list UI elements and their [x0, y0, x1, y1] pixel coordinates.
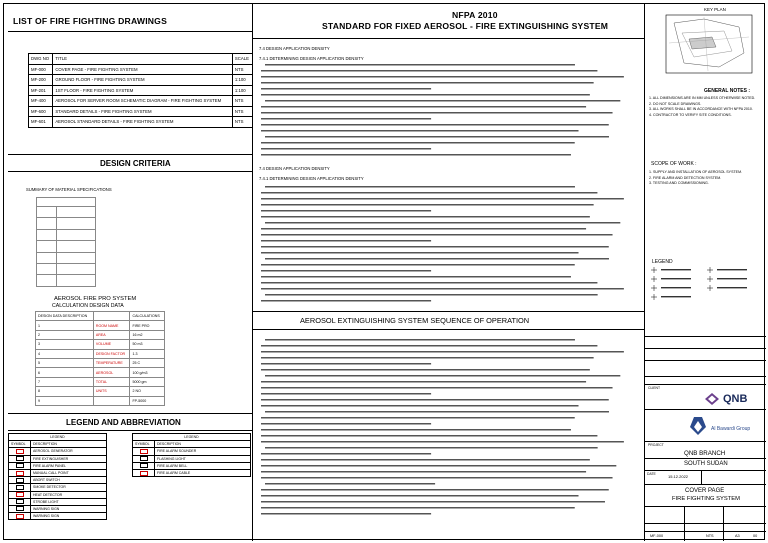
legend-subheader-cell: SYMBOL: [9, 441, 31, 448]
drawing-list-cell: MF-601: [29, 117, 53, 128]
scope-list: [649, 170, 761, 187]
drawing-list-cell: AEROSOL STANDARD DETAILS - FIRE FIGHTING SYSTEM: [53, 117, 233, 128]
legend-description: FLASHING LIGHT: [155, 455, 251, 462]
legend-symbol: [9, 491, 31, 498]
sequence-title: AEROSOL EXTINGUISHING SYSTEM SEQUENCE OF OPERATION: [300, 316, 530, 325]
calc-cell: 7: [36, 377, 94, 386]
drawing-list-cell: AEROSOL FOR SERVER ROOM SCHEMATIC DIAGRAM - FIRE FIGHTING SYSTEM: [53, 96, 233, 107]
aerosol-spec-text-1: [259, 62, 639, 167]
calc-row: [36, 358, 165, 367]
spec-text-line: [261, 142, 575, 144]
spec-text-line: [261, 240, 431, 242]
legend-symbol-icon: [16, 514, 24, 519]
spec-text-line: [261, 130, 579, 132]
legend-symbol-icon: [140, 463, 148, 468]
drawing-list-cell: STANDARD DETAILS - FIRE FIGHTING SYSTEM: [53, 106, 233, 117]
legend-abbreviation-title: LEGEND AND ABBREVIATION: [66, 418, 181, 427]
spec-text-line: [261, 399, 609, 401]
legend-description: FIRE ALARM SOUNDER: [155, 448, 251, 455]
legend-description: FIRE ALARM BELL: [155, 462, 251, 469]
legend-row: [133, 469, 251, 476]
legend-row: [9, 469, 107, 476]
calc-cell: 4: [36, 349, 94, 358]
aerosol-spec-text-2: [259, 184, 639, 313]
drawing-list-cell: 1:100: [232, 85, 252, 96]
legend-symbol-icon: [16, 492, 24, 497]
note-item: 2. DO NOT SCALE DRAWINGS.: [649, 101, 702, 106]
calc-subtitle: CALCULATION DESIGN DATA: [52, 303, 124, 309]
spec-text-line: [261, 94, 590, 96]
qnb-logo-icon: [704, 392, 720, 406]
notes-legend-symbols: [649, 266, 761, 306]
spec-text-line: [261, 345, 597, 347]
spec-text-line: [261, 192, 597, 194]
calc-row: [36, 330, 165, 339]
spec-text-line: [265, 136, 609, 138]
legend-symbol: [9, 448, 31, 455]
spec-text-line: [265, 411, 609, 413]
legend-symbol: [133, 462, 155, 469]
legend-symbol: [133, 469, 155, 476]
calc-cell: ROOM NAME: [93, 321, 130, 330]
legend-symbol-icon: [16, 478, 24, 483]
sheet-title: COVER PAGE: [685, 488, 725, 494]
drawing-list-header-cell: SCALE: [232, 54, 252, 65]
legend-description: WARNING SIGN: [31, 505, 107, 512]
legend-symbol-icon: [16, 485, 24, 490]
key-plan-drawing: [664, 13, 754, 75]
spec-text-line: [261, 405, 579, 407]
spec-text-line: [261, 381, 586, 383]
note-item: 1. SUPPLY AND INSTALLATION OF AEROSOL SYSTEM.: [649, 170, 743, 174]
client-logo: [704, 392, 747, 406]
calc-cell: TOTAL: [93, 377, 130, 386]
calc-row: [36, 377, 165, 386]
spec-text-line: [265, 375, 620, 377]
calc-cell: 1: [36, 321, 94, 330]
calc-header-cell: CALCULATIONS: [130, 312, 165, 321]
legend-symbol-icon: [140, 449, 148, 454]
spec-text-line: [261, 148, 431, 150]
spec-text-line: [261, 363, 431, 365]
spec-text-line: [261, 369, 590, 371]
spec-text-line: [265, 222, 620, 224]
calc-cell: 50 m3: [130, 340, 165, 349]
spec-text-line: [261, 154, 571, 156]
calc-title: AEROSOL FIRE PRO SYSTEM: [54, 296, 137, 302]
calc-cell: 100 g/m3: [130, 368, 165, 377]
spec-text-line: [265, 100, 620, 102]
legend-header: [133, 434, 251, 441]
calc-cell: FP-5000: [130, 396, 165, 405]
spec-text-line: [261, 423, 431, 425]
legend-col-header: LEGEND: [133, 434, 251, 441]
calc-row: [36, 387, 165, 396]
legend-symbol: [133, 455, 155, 462]
legend-row: [9, 448, 107, 455]
legend-symbol-icon: [16, 506, 24, 511]
spec-text-line: [261, 495, 579, 497]
section-heading-density: 7.4 DESIGN APPLICATION DENSITY: [259, 46, 330, 51]
project-location: SOUTH SUDAN: [684, 461, 728, 467]
legend-row: [9, 498, 107, 505]
legend-symbol-icon: [16, 463, 24, 468]
spec-text-line: [261, 417, 575, 419]
dwg-number: MF-000: [650, 534, 664, 538]
section-heading-determining-2: 7.4.1 DETERMINING DESIGN APPLICATION DENSITY: [259, 176, 364, 181]
legend-description: WARNING SIGN: [31, 513, 107, 520]
legend-subheader: [9, 441, 107, 448]
legend-symbol: [9, 505, 31, 512]
legend-symbol-icon: [140, 456, 148, 461]
spec-text-line: [261, 387, 613, 389]
calc-cell: 5: [36, 358, 94, 367]
legend-subheader: [133, 441, 251, 448]
spec-text-line: [261, 234, 613, 236]
project-label: PROJECT: [648, 443, 664, 447]
spec-text-line: [261, 441, 624, 443]
legend-subheader-cell: DESCRIPTION: [155, 441, 251, 448]
legend-row: [9, 477, 107, 484]
drawing-list-cell: NTS: [232, 117, 252, 128]
spec-text-line: [261, 88, 431, 90]
calc-cell: DESIGN FACTOR: [93, 349, 130, 358]
client-label: CLIENT: [648, 386, 661, 390]
drawing-list-row[interactable]: [29, 64, 253, 75]
drawing-list-cell: MF-200: [29, 75, 53, 86]
drawing-list-title: LIST OF FIRE FIGHTING DRAWINGS: [13, 16, 167, 26]
spec-text-line: [261, 288, 624, 290]
calc-cell: [93, 396, 130, 405]
calc-cell: 3: [36, 340, 94, 349]
drawing-list-header-cell: DWG NO: [29, 54, 53, 65]
calc-cell: 25 C: [130, 358, 165, 367]
general-notes-title: GENERAL NOTES :: [704, 88, 751, 94]
legend-description: SMOKE DETECTOR: [31, 484, 107, 491]
legend-description: FIRE ALARM PANEL: [31, 462, 107, 469]
note-item: 3. ALL WORKS SHALL BE IN ACCORDANCE WITH NFPA 2010.: [649, 107, 753, 112]
drawing-list-cell: MF-201: [29, 85, 53, 96]
spec-text-line: [261, 228, 586, 230]
spec-text-lines: [259, 337, 639, 521]
drawing-list-row[interactable]: [29, 96, 253, 107]
drawing-list-header: [29, 54, 253, 65]
calc-cell: AREA: [93, 330, 130, 339]
calc-cell: 2: [36, 330, 94, 339]
spec-text-line: [265, 186, 575, 188]
spec-text-line: [261, 70, 597, 72]
drawing-list-cell: COVER PAGE - FIRE FIGHTING SYSTEM: [53, 64, 233, 75]
legend-symbol-icon: [16, 499, 24, 504]
spec-text-line: [265, 339, 575, 341]
calc-cell: TEMPERATURE: [93, 358, 130, 367]
drawing-list-cell: NTS: [232, 106, 252, 117]
legend-row: [9, 513, 107, 520]
drawing-sheet: [3, 3, 765, 540]
note-item: 4. CONTRACTOR TO VERIFY SITE CONDITIONS.: [649, 112, 732, 117]
legend-row: [9, 484, 107, 491]
drawing-list-cell: MF-400: [29, 96, 53, 107]
legend-symbol-icon: [140, 471, 148, 476]
material-summary-title: SUMMARY OF MATERIAL SPECIFICATIONS: [26, 187, 112, 192]
legend-subheader-cell: SYMBOL: [133, 441, 155, 448]
calc-header-cell: DESIGN DATA DESCRIPTION: [36, 312, 94, 321]
legend-symbol: [9, 469, 31, 476]
spec-text-line: [261, 351, 624, 353]
legend-symbol: [9, 513, 31, 520]
section-heading-density-2: 7.4 DESIGN APPLICATION DENSITY: [259, 166, 330, 171]
note-item: 1. ALL DIMENSIONS ARE IN MM UNLESS OTHERWISE NOTED.: [649, 96, 756, 100]
drawing-list-row[interactable]: [29, 75, 253, 86]
legend-symbol-icon: [16, 449, 24, 454]
legend-symbol-icon: [16, 471, 24, 476]
spec-text-lines: [259, 184, 639, 308]
spec-text-line: [261, 393, 431, 395]
spec-text-line: [261, 112, 613, 114]
calc-header: [36, 312, 165, 321]
dwg-rev: 00: [753, 534, 758, 538]
spec-text-line: [261, 76, 624, 78]
legend-symbol: [9, 484, 31, 491]
legend-symbol: [9, 455, 31, 462]
calc-cell: 9: [36, 396, 94, 405]
legend-col-header: LEGEND: [9, 434, 107, 441]
legend-description: FIRE ALARM CABLE: [155, 469, 251, 476]
calc-cell: 2 NO: [130, 387, 165, 396]
spec-text-line: [261, 459, 590, 461]
legend-symbol-icon: [16, 456, 24, 461]
spec-text-line: [265, 483, 435, 485]
legend-header: [9, 434, 107, 441]
note-item: 2. FIRE ALARM AND DETECTION SYSTEM.: [649, 175, 722, 180]
legend-row: [133, 455, 251, 462]
calc-row: [36, 340, 165, 349]
key-plan-title: KEY PLAN: [704, 7, 726, 12]
legend-symbol: [133, 448, 155, 455]
legend-row: [133, 462, 251, 469]
calc-cell: 8: [36, 387, 94, 396]
legend-description: AEROSOL GENERATOR: [31, 448, 107, 455]
spec-text-line: [261, 453, 431, 455]
spec-text-line: [261, 106, 586, 108]
spec-text-line: [261, 501, 605, 503]
spec-text-line: [261, 471, 586, 473]
legend-row: [9, 462, 107, 469]
legend-description: HEAT DETECTOR: [31, 491, 107, 498]
drawing-list-cell: NTS: [232, 96, 252, 107]
spec-text-line: [261, 270, 431, 272]
scope-title: SCOPE OF WORK :: [651, 161, 697, 167]
drawing-list-cell: MF-600: [29, 106, 53, 117]
spec-text-line: [261, 300, 431, 302]
spec-text-line: [265, 447, 598, 449]
calc-row: [36, 321, 165, 330]
client-name: QNB: [723, 393, 748, 405]
sheet-subtitle: FIRE FIGHTING SYSTEM: [672, 496, 740, 502]
date-label: DATE: [647, 472, 656, 476]
drawing-list-cell: NTS: [232, 64, 252, 75]
project-name: QNB BRANCH: [684, 450, 726, 457]
spec-text-line: [261, 252, 579, 254]
drawing-list-cell: MF-000: [29, 64, 53, 75]
spec-text-line: [265, 64, 575, 66]
legend-row: [9, 505, 107, 512]
calc-cell: 1.3: [130, 349, 165, 358]
calc-row: [36, 368, 165, 377]
drawing-list-cell: 1ST FLOOR - FIRE FIGHTING SYSTEM: [53, 85, 233, 96]
note-item: 3. TESTING AND COMMISSIONING.: [649, 181, 709, 186]
spec-text-line: [261, 246, 609, 248]
legend-symbol: [9, 462, 31, 469]
calc-design-table: [35, 311, 165, 406]
spec-text-lines: [259, 62, 639, 162]
legend-symbol: [9, 498, 31, 505]
spec-text-line: [261, 489, 609, 491]
spec-text-line: [261, 82, 594, 84]
spec-text-line: [261, 210, 431, 212]
legend-row: [9, 455, 107, 462]
spec-text-line: [261, 507, 575, 509]
contractor-logo: [648, 413, 758, 444]
standard-number: NFPA 2010: [452, 10, 498, 20]
legend-symbol: [9, 477, 31, 484]
legend-description: MANUAL CALL POINT: [31, 469, 107, 476]
spec-text-line: [261, 465, 616, 467]
spec-text-line: [265, 258, 609, 260]
drawing-list-table: [28, 53, 253, 128]
legend-subheader-cell: DESCRIPTION: [31, 441, 107, 448]
issue-date: 15.12.2022: [668, 474, 689, 479]
calc-cell: AEROSOL: [93, 368, 130, 377]
calc-cell: 6: [36, 368, 94, 377]
spec-text-line: [265, 294, 598, 296]
material-spec-table: [36, 197, 96, 287]
legend-description: FIRE EXTINGUISHER: [31, 455, 107, 462]
spec-text-line: [261, 282, 597, 284]
spec-text-line: [261, 216, 590, 218]
drawing-list-cell: GROUND FLOOR - FIRE FIGHTING SYSTEM: [53, 75, 233, 86]
spec-text-line: [261, 276, 571, 278]
legend-row: [133, 448, 251, 455]
design-criteria-title: DESIGN CRITERIA: [100, 159, 171, 168]
dwg-scale: NTS: [706, 534, 714, 538]
drawing-list-header-cell: TITLE: [53, 54, 233, 65]
drawing-list-row[interactable]: [29, 117, 253, 128]
drawing-list-row[interactable]: [29, 106, 253, 117]
section-heading-determining: 7.4.1 DETERMINING DESIGN APPLICATION DENSITY: [259, 56, 364, 61]
dwg-size: A3: [735, 534, 740, 538]
general-notes-list: [649, 96, 761, 118]
logo-text: Al Bawardi Group: [711, 426, 751, 432]
spec-text-line: [261, 124, 609, 126]
calc-cell: 16 m2: [130, 330, 165, 339]
calc-cell: FIRE PRO: [130, 321, 165, 330]
spec-text-line: [261, 357, 594, 359]
calc-cell: 5000 gm: [130, 377, 165, 386]
al-bawardi-logo-icon: [648, 413, 758, 439]
spec-text-line: [261, 198, 624, 200]
calc-row: [36, 349, 165, 358]
drawing-list-row[interactable]: [29, 85, 253, 96]
calc-cell: UNITS: [93, 387, 130, 396]
spec-text-line: [261, 118, 431, 120]
calc-cell: VOLUME: [93, 340, 130, 349]
spec-text-line: [261, 435, 597, 437]
sequence-text: [259, 337, 639, 526]
legend-description: STROBE LIGHT: [31, 498, 107, 505]
calc-row: [36, 396, 165, 405]
spec-text-line: [261, 477, 613, 479]
spec-text-line: [261, 429, 571, 431]
spec-text-line: [261, 264, 575, 266]
calc-header-cell: [93, 312, 130, 321]
legend-table-left: [8, 433, 107, 520]
notes-legend-title: LEGEND: [652, 259, 673, 265]
legend-row: [9, 491, 107, 498]
spec-text-line: [261, 513, 431, 515]
standard-subtitle: STANDARD FOR FIXED AEROSOL - FIRE EXTINGUISHING SYSTEM: [322, 21, 609, 31]
spec-text-line: [261, 204, 594, 206]
drawing-list-cell: 1:100: [232, 75, 252, 86]
legend-table-right: [132, 433, 251, 477]
legend-description: ABORT SWITCH: [31, 477, 107, 484]
